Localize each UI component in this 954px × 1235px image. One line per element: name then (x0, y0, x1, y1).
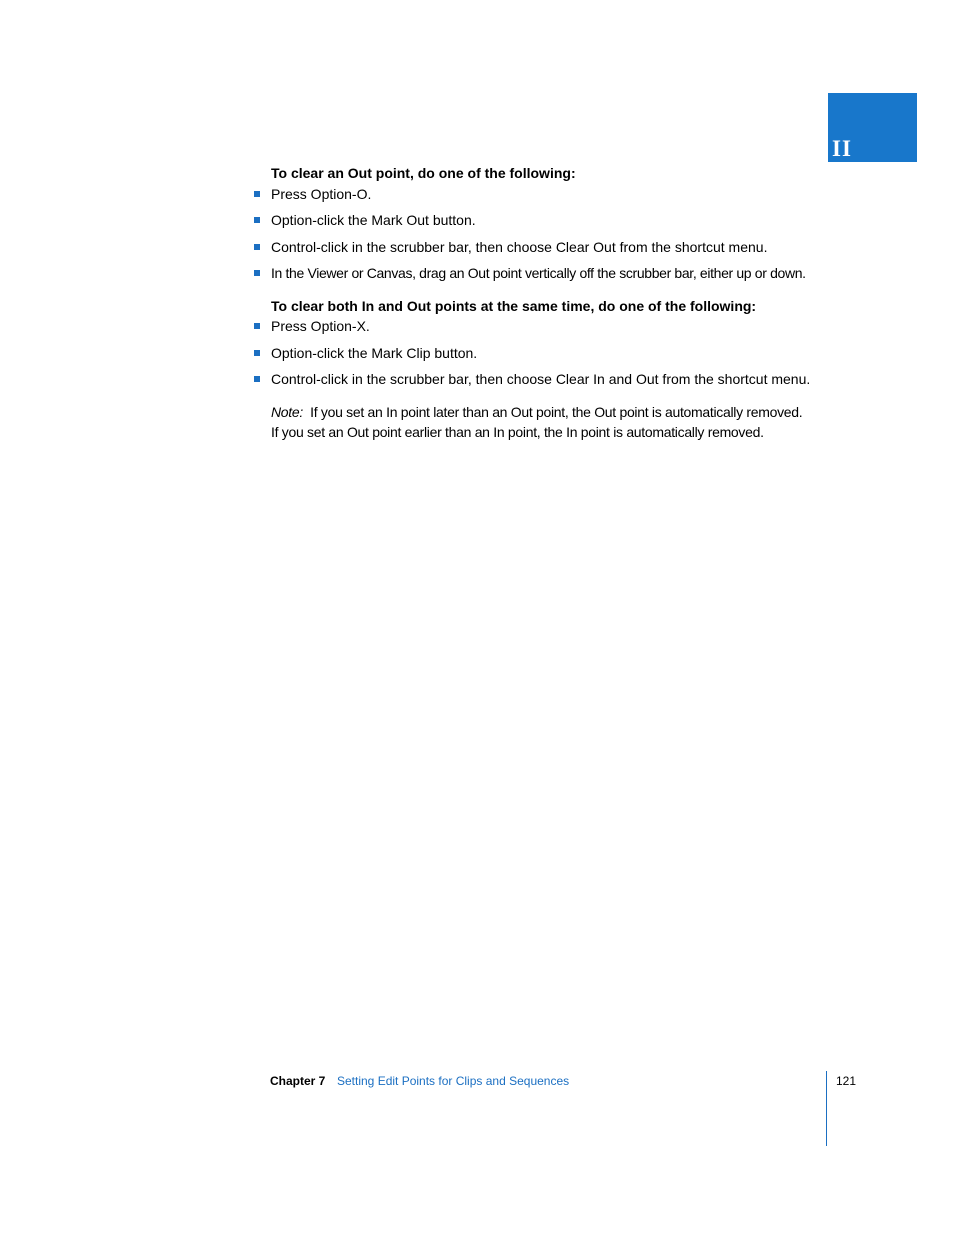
part-tab (828, 93, 917, 162)
list-item-text: Option-click the Mark Clip button. (271, 345, 478, 361)
list-item-text: Control-click in the scrubber bar, then choose Clear Out from the shortcut menu. (271, 239, 768, 255)
list-item-text: Control-click in the scrubber bar, then choose Clear In and Out from the shortcut menu. (271, 371, 811, 387)
footer-divider (826, 1071, 827, 1146)
part-tab-label: II (832, 136, 852, 161)
bullet-icon (254, 244, 260, 250)
note-text-1: If you set an In point later than an Out point, the Out point is automatically removed. (310, 404, 803, 420)
list-item-text: In the Viewer or Canvas, drag an Out point vertically off the scrubber bar, either up or down. (271, 265, 806, 281)
bullet-icon (254, 350, 260, 356)
bullet-icon (254, 191, 260, 197)
list-item-text: Option-click the Mark Out button. (271, 212, 476, 228)
note-line-2: If you set an Out point earlier than an In point, the In point is automatically removed. (271, 424, 764, 440)
footer-chapter: Chapter 7 (270, 1074, 326, 1088)
note-label: Note: (271, 404, 303, 420)
section-heading-clear-in-out: To clear both In and Out points at the same time, do one of the following: (271, 298, 757, 314)
footer-chapter-title: Setting Edit Points for Clips and Sequences (337, 1074, 570, 1088)
list-item-text: Press Option-X. (271, 318, 370, 334)
page-number: 121 (836, 1074, 857, 1088)
list-item-text: Press Option-O. (271, 186, 372, 202)
bullet-icon (254, 323, 260, 329)
bullet-icon (254, 270, 260, 276)
section-heading-clear-out: To clear an Out point, do one of the following: (271, 165, 576, 181)
bullet-icon (254, 217, 260, 223)
note-line-1 (271, 402, 831, 422)
bullet-icon (254, 376, 260, 382)
note-paragraph (271, 402, 831, 442)
